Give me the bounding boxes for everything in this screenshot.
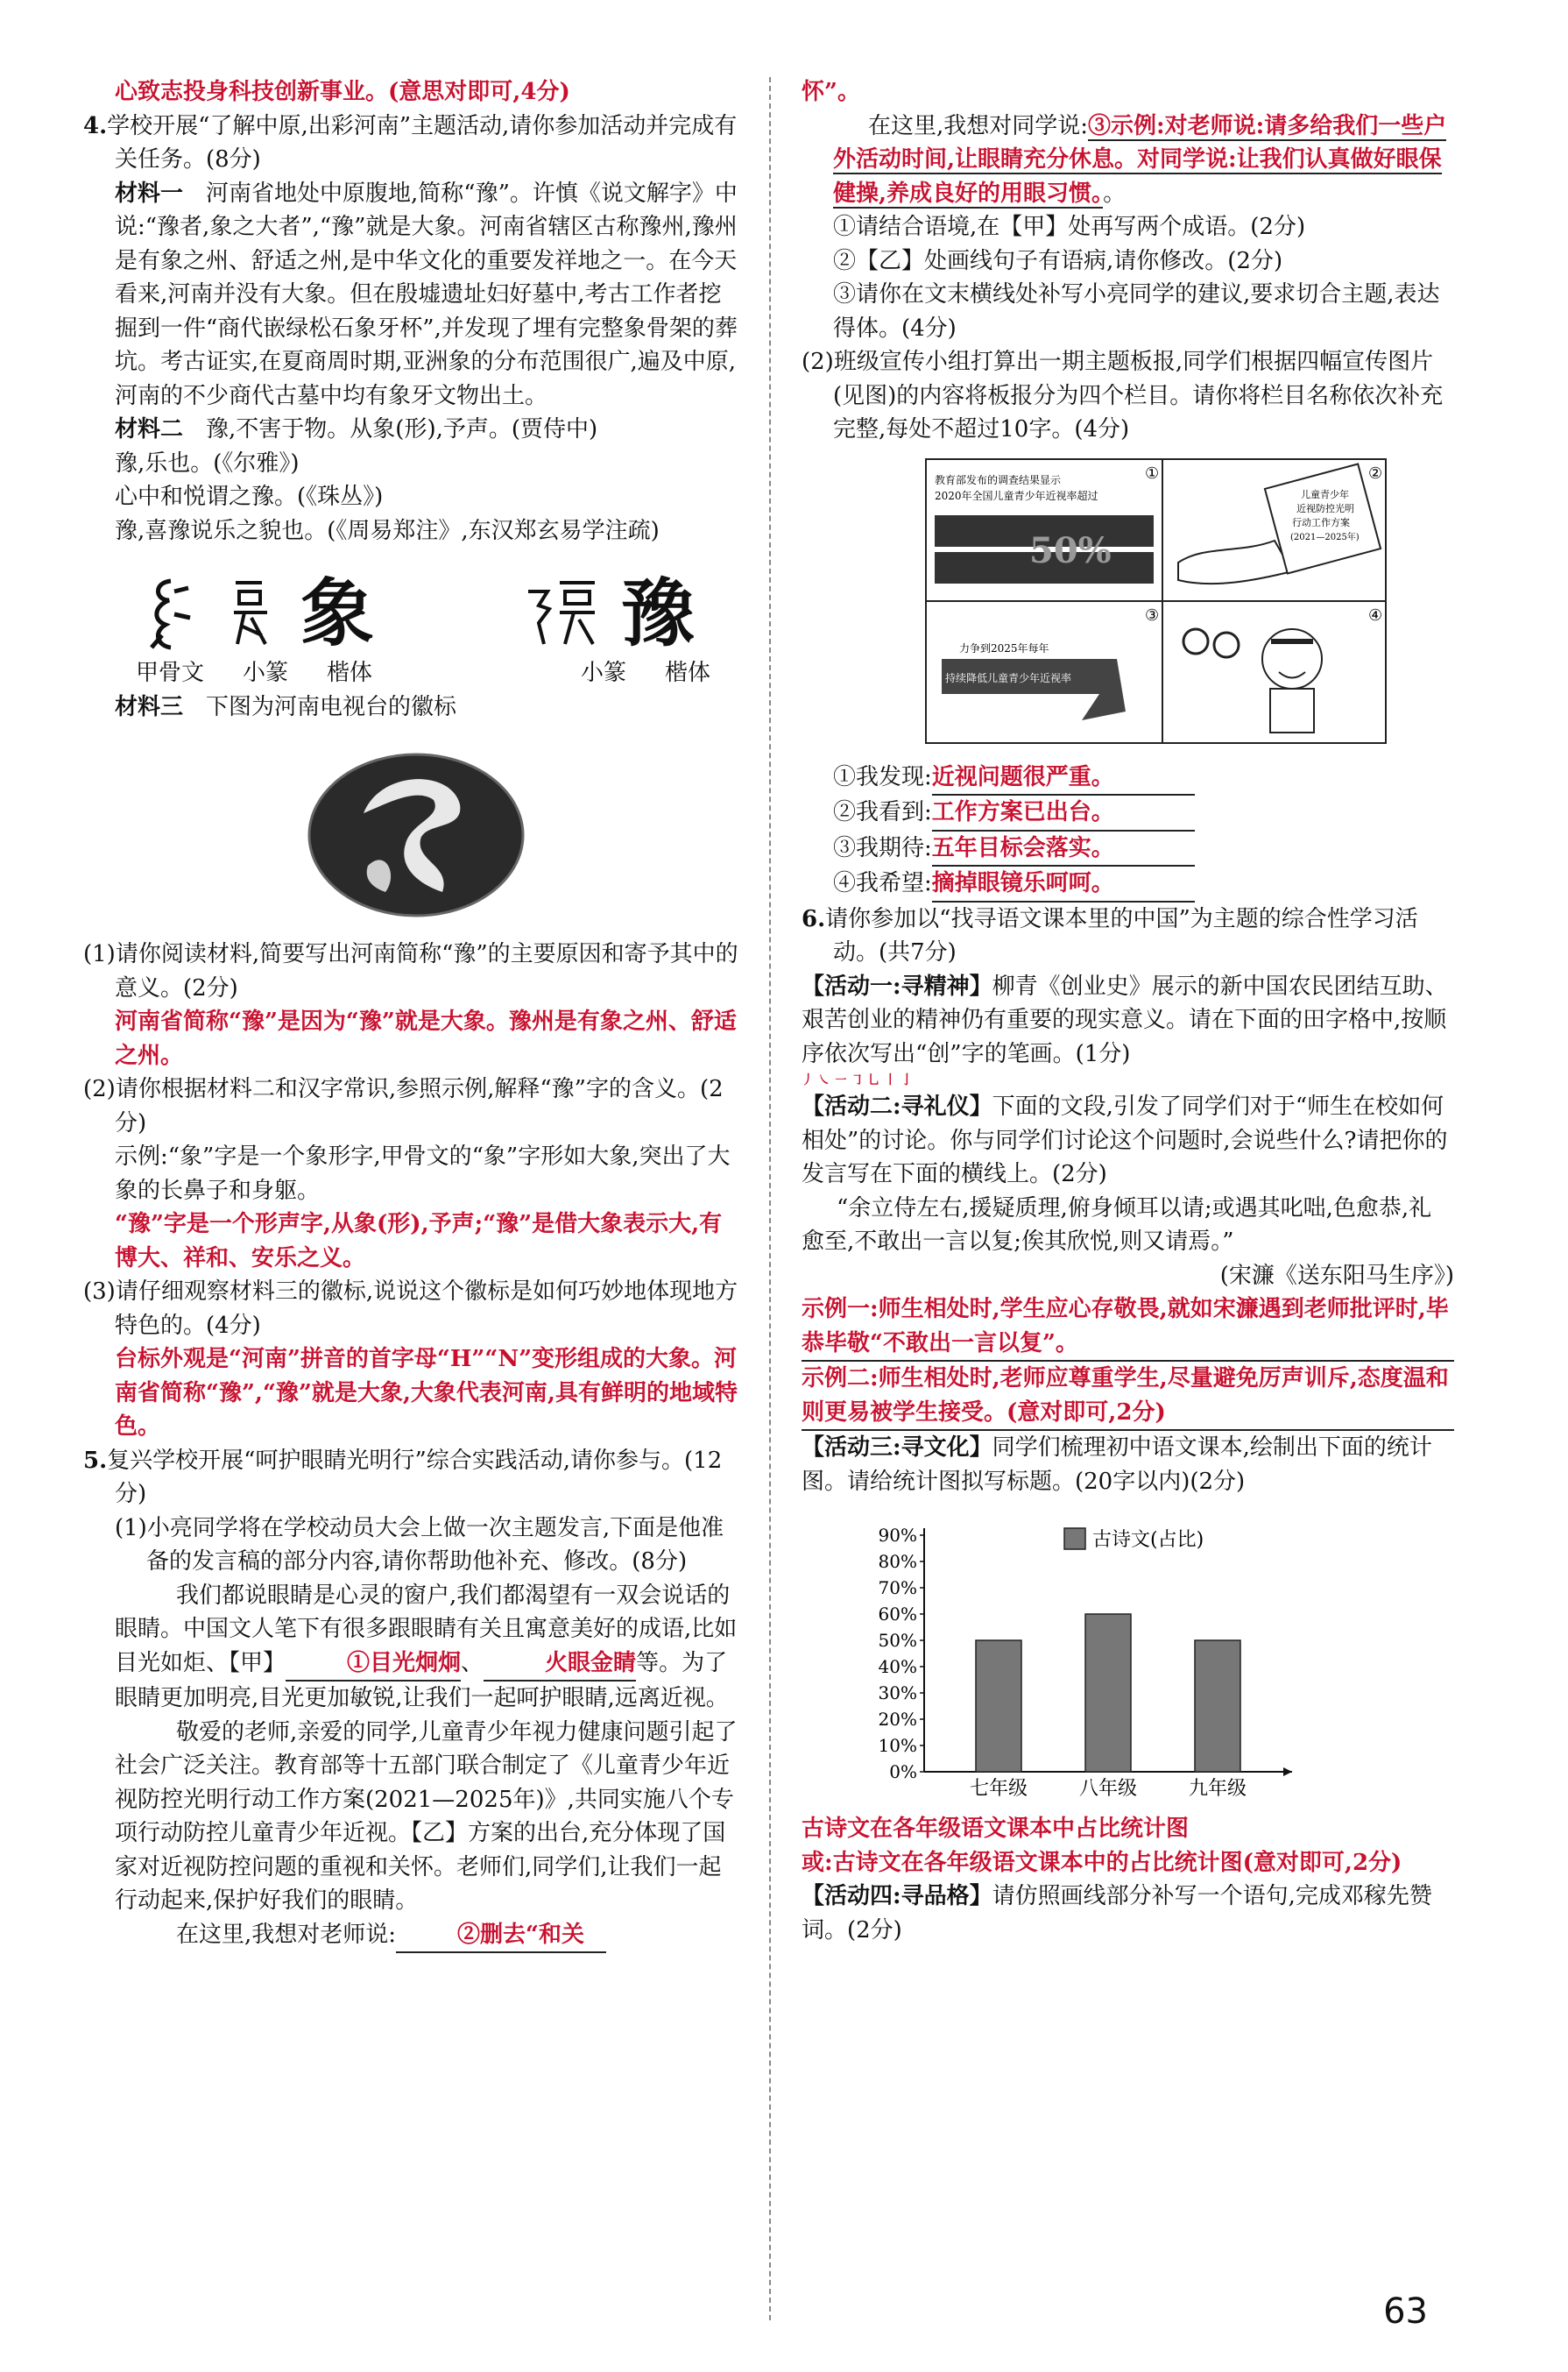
q4-sub2: (2)请你根据材料二和汉字常识,参照示例,解释“豫”字的含义。(2分) [83, 1076, 724, 1136]
seal-xiang-glyph [218, 574, 279, 653]
task-3: ③请你在文末横线处补写小亮同学的建议,要求切合主题,表达得体。(4分) [833, 281, 1440, 342]
panel3-caption: 力争到2025年每年 [959, 641, 1049, 655]
y-tick-label: 30% [878, 1682, 917, 1703]
x-tick-label: 七年级 [969, 1778, 1028, 1798]
q4-answer2: “豫”字是一个形声字,从象(形),予声;“豫”是借大象表示大,有博大、祥和、安乐之义。 [115, 1211, 723, 1271]
panel2-caption: 近视防控光明 [1296, 502, 1354, 514]
column-divider [769, 77, 771, 2320]
material-1: 材料一 河南省地处中原腹地,简称“豫”。许慎《说文解字》中说:“豫者,象之大者”,“豫”就是大象。河南省辖区古称豫州,豫州是有象之州、舒适之州,是中华文化的重要发祥地之一。在今天看来,河南并没有大象。但在殷墟遗址妇好墓中,考古工作者挖掘到一件“商代嵌绿松石象牙杯”,并发现了埋有完整象骨架的葬坑。考古证实,在夏商周时期,亚洲象的分布范围很广,遍及中原,河南的不少商代古墓中均有象牙文物出土。 [115, 180, 738, 409]
panel-num: ① [1145, 464, 1160, 483]
glyph-label: 小篆 [581, 660, 627, 686]
panel-num: ③ [1145, 605, 1160, 625]
quote-text: “余立侍左右,援疑质理,俯身倾耳以请;或遇其叱咄,色愈恭,礼愈至,不敢出一言以复;俟其欣悦,则又请焉。” [802, 1194, 1432, 1255]
seal-yu-glyph [521, 574, 600, 653]
y-tick-label: 40% [878, 1656, 917, 1677]
x-axis-arrow [1283, 1767, 1292, 1776]
q6-stem: 6.请你参加以“找寻语文课本里的中国”为主题的综合性学习活动。(共7分) [802, 905, 1418, 966]
column-fill-3: ③我期待:五年目标会落实。 [802, 832, 1454, 867]
glyph-label: 小篆 [243, 660, 289, 686]
x-tick-label: 八年级 [1078, 1778, 1138, 1798]
bar [976, 1640, 1021, 1772]
blank-jia-2[interactable]: 火眼金睛 [484, 1646, 636, 1682]
panel-num: ④ [1368, 605, 1383, 625]
panel1-percent: 50% [1029, 529, 1112, 571]
q4-sub1: (1)请你阅读材料,简要写出河南简称“豫”的主要原因和寄予其中的意义。(2分) [83, 941, 738, 1002]
activity-2: 【活动二:寻礼仪】下面的文段,引发了同学们对于“师生在校如何相处”的讨论。你与同学们讨论这个问题时,会说些什么?请把你的发言写在下面的横线上。(2分) [802, 1094, 1448, 1187]
y-tick-label: 80% [878, 1551, 917, 1572]
q5-stem: 5.复兴学校开展“呵护眼睛光明行”综合实践活动,请你参与。(12分) [83, 1447, 723, 1507]
y-tick-label: 0% [889, 1761, 917, 1782]
q4-sub3: (3)请仔细观察材料三的徽标,说说这个徽标是如何巧妙地体现地方特色的。(4分) [83, 1278, 738, 1339]
continued-answer: 怀”。 [802, 79, 860, 105]
tv-station-logo [83, 734, 740, 927]
panel1-caption: 2020年全国儿童青少年近视率超过 [935, 489, 1098, 502]
x-tick-label: 九年级 [1188, 1778, 1247, 1798]
task-2: ②【乙】处画线句子有语病,请你修改。(2分) [833, 247, 1283, 274]
page-number: 63 [1383, 2291, 1428, 2332]
y-tick-label: 60% [878, 1604, 917, 1625]
column-fill-1: ①我发现:近视问题很严重。 [802, 761, 1454, 797]
panel2-caption: (2021—2025年) [1290, 532, 1360, 542]
column-name-blank[interactable]: 工作方案已出台。 [932, 796, 1195, 832]
activity-3: 【活动三:寻文化】同学们梳理初中语文课本,绘制出下面的统计图。请给统计图拟写标题。(20字以内)(2分) [802, 1434, 1432, 1495]
speech-paragraph-2: 敬爱的老师,亲爱的同学,儿童青少年视力健康问题引起了社会广泛关注。教育部等十五部门联合制定了《儿童青少年近视防控光明行动工作方案(2021—2025年)》,共同实施八个专项行动防控儿童青少年近视。【乙】方案的出台,充分体现了国家对近视防控问题的重视和关怀。老师们,同学们,让我们一起行动起来,保护好我们的眼睛。 [115, 1718, 738, 1914]
q5-sub1: (1)小亮同学将在学校动员大会上做一次主题发言,下面是他准备的发言稿的部分内容,请你帮助他补充、修改。(8分) [115, 1514, 724, 1575]
column-name-blank[interactable]: 摘掉眼镜乐呵呵。 [932, 867, 1195, 903]
column-name-blank[interactable]: 五年目标会落实。 [932, 832, 1195, 867]
speech-paragraph-1: 我们都说眼睛是心灵的窗户,我们都渴望有一双会说话的眼睛。中国文人笔下有很多跟眼睛有关且寓意美好的成语,比如目光如炬、【甲】 ①目光炯炯、 火眼金睛等。为了眼睛更加明亮,目光更加敏锐,让我们一起呵护眼睛,远离近视。 [115, 1582, 738, 1711]
column-name-blank[interactable]: 近视问题很严重。 [932, 761, 1195, 797]
glyph-labels [136, 656, 740, 690]
left-column [83, 75, 740, 1953]
panel2-caption: 儿童青少年 [1301, 488, 1349, 500]
panel1-caption: 教育部发布的调查结果显示 [935, 473, 1062, 486]
q4-example: 示例:“象”字是一个象形字,甲骨文的“象”字形如大象,突出了大象的长鼻子和身躯。 [115, 1144, 731, 1204]
henan-tv-logo-image [302, 734, 530, 927]
blank-classmates[interactable]: ③示例:对老师说:请多给我们一些户外活动时间,让眼睛充分休息。对同学说:让我们认真做好眼保健操,养成良好的用眼习惯。 [833, 112, 1447, 207]
glyph-label: 甲骨文 [136, 660, 205, 686]
bar [1195, 1640, 1240, 1772]
ancient-poetry-chart [863, 1509, 1318, 1798]
right-column [802, 75, 1454, 1947]
kaiti-yu-glyph: 豫 [621, 570, 696, 656]
activity-3-answer: 古诗文在各年级语文课本中占比统计图 [802, 1816, 1190, 1842]
legend-swatch [1064, 1528, 1085, 1549]
panel-num: ② [1368, 464, 1383, 483]
speech-paragraph-4: 在这里,我想对同学说:③示例:对老师说:请多给我们一些户外活动时间,让眼睛充分休息。对同学说:让我们认真做好眼保健操,养成良好的用眼习惯。。 [833, 112, 1447, 207]
q5-sub2: (2)班级宣传小组打算出一期主题板报,同学们根据四幅宣传图片(见图)的内容将板报分为四个栏目。请你将栏目名称依次补充完整,每处不超过10字。(4分) [802, 349, 1444, 443]
material-2-line: 豫,乐也。(《尔雅》) [115, 450, 300, 477]
activity-4: 【活动四:寻品格】请仿照画线部分补写一个语句,完成邓稼先赞词。(2分) [802, 1883, 1432, 1944]
task-1: ①请结合语境,在【甲】处再写两个成语。(2分) [833, 214, 1306, 240]
y-tick-label: 20% [878, 1709, 917, 1730]
bar-chart [802, 1509, 1454, 1802]
activity-2-answer-1[interactable]: 示例一:师生相处时,学生应心存敬畏,就如宋濂遇到老师批评时,毕恭毕敬“不敢出一言以复”。 [802, 1292, 1454, 1362]
oracle-bone-xiang-glyph [136, 574, 197, 653]
blank-jia-1[interactable]: ①目光炯炯 [286, 1646, 461, 1682]
material-2-line: 心中和悦谓之豫。(《珠丛》) [115, 484, 384, 510]
material-2-line: 豫,喜豫说乐之貌也。(《周易郑注》,东汉郑玄易学注疏) [115, 517, 660, 544]
blank-teacher[interactable]: ②删去“和关 [396, 1918, 606, 1954]
activity-2-answer-2[interactable]: 示例二:师生相处时,老师应尊重学生,尽量避免厉声训斥,态度温和则更易被学生接受。(意对即可,2分) [802, 1362, 1454, 1431]
poster-comic [802, 457, 1454, 750]
column-fill-4: ④我希望:摘掉眼镜乐呵呵。 [802, 867, 1454, 903]
q4-stem: 4.学校开展“了解中原,出彩河南”主题活动,请你参加活动并完成有关任务。(8分) [83, 112, 738, 173]
legend-label: 古诗文(占比) [1092, 1529, 1204, 1551]
column-fill-2: ②我看到:工作方案已出台。 [802, 796, 1454, 832]
stroke-order-answer: 丿 ㇏ ㇐ ㇆ 乚 丨 亅 [802, 1073, 914, 1087]
panel3-caption: 持续降低儿童青少年近视率 [945, 671, 1072, 684]
panel2-caption: 行动工作方案 [1292, 516, 1350, 528]
material-3: 材料三 下图为河南电视台的徽标 [115, 693, 457, 720]
speech-paragraph-3: 在这里,我想对老师说: ②删去“和关 [83, 1918, 740, 1954]
quote-source: (宋濂《送东阳马生序》) [1219, 1262, 1454, 1289]
four-panel-comic [924, 457, 1388, 747]
q4-answer1: 河南省简称“豫”是因为“豫”就是大象。豫州是有象之州、舒适之州。 [115, 1009, 737, 1069]
glyph-label: 楷体 [327, 660, 373, 686]
answer-prev: 心致志投身科技创新事业。(意思对即可,4分) [115, 79, 570, 105]
glyph-evolution [136, 556, 740, 656]
activity-3-answer-alt: 或:古诗文在各年级语文课本中的占比统计图(意对即可,2分) [802, 1849, 1402, 1876]
y-tick-label: 90% [878, 1525, 917, 1546]
y-tick-label: 10% [878, 1735, 917, 1756]
y-tick-label: 70% [878, 1577, 917, 1598]
glyph-label: 楷体 [665, 660, 711, 686]
kaiti-xiang-glyph: 象 [300, 570, 375, 656]
bar [1085, 1614, 1131, 1772]
material-2: 材料二 豫,不害于物。从象(形),予声。(贾侍中) [115, 416, 598, 443]
y-tick-label: 50% [878, 1630, 917, 1651]
q4-answer3: 台标外观是“河南”拼音的首字母“H”“N”变形组成的大象。河南省简称“豫”,“豫”就是大象,大象代表河南,具有鲜明的地域特色。 [115, 1346, 738, 1440]
activity-1: 【活动一:寻精神】柳青《创业史》展示的新中国农民团结互助、艰苦创业的精神仍有重要的现实意义。请在下面的田字格中,按顺序依次写出“创”字的笔画。(1分) [802, 973, 1448, 1067]
